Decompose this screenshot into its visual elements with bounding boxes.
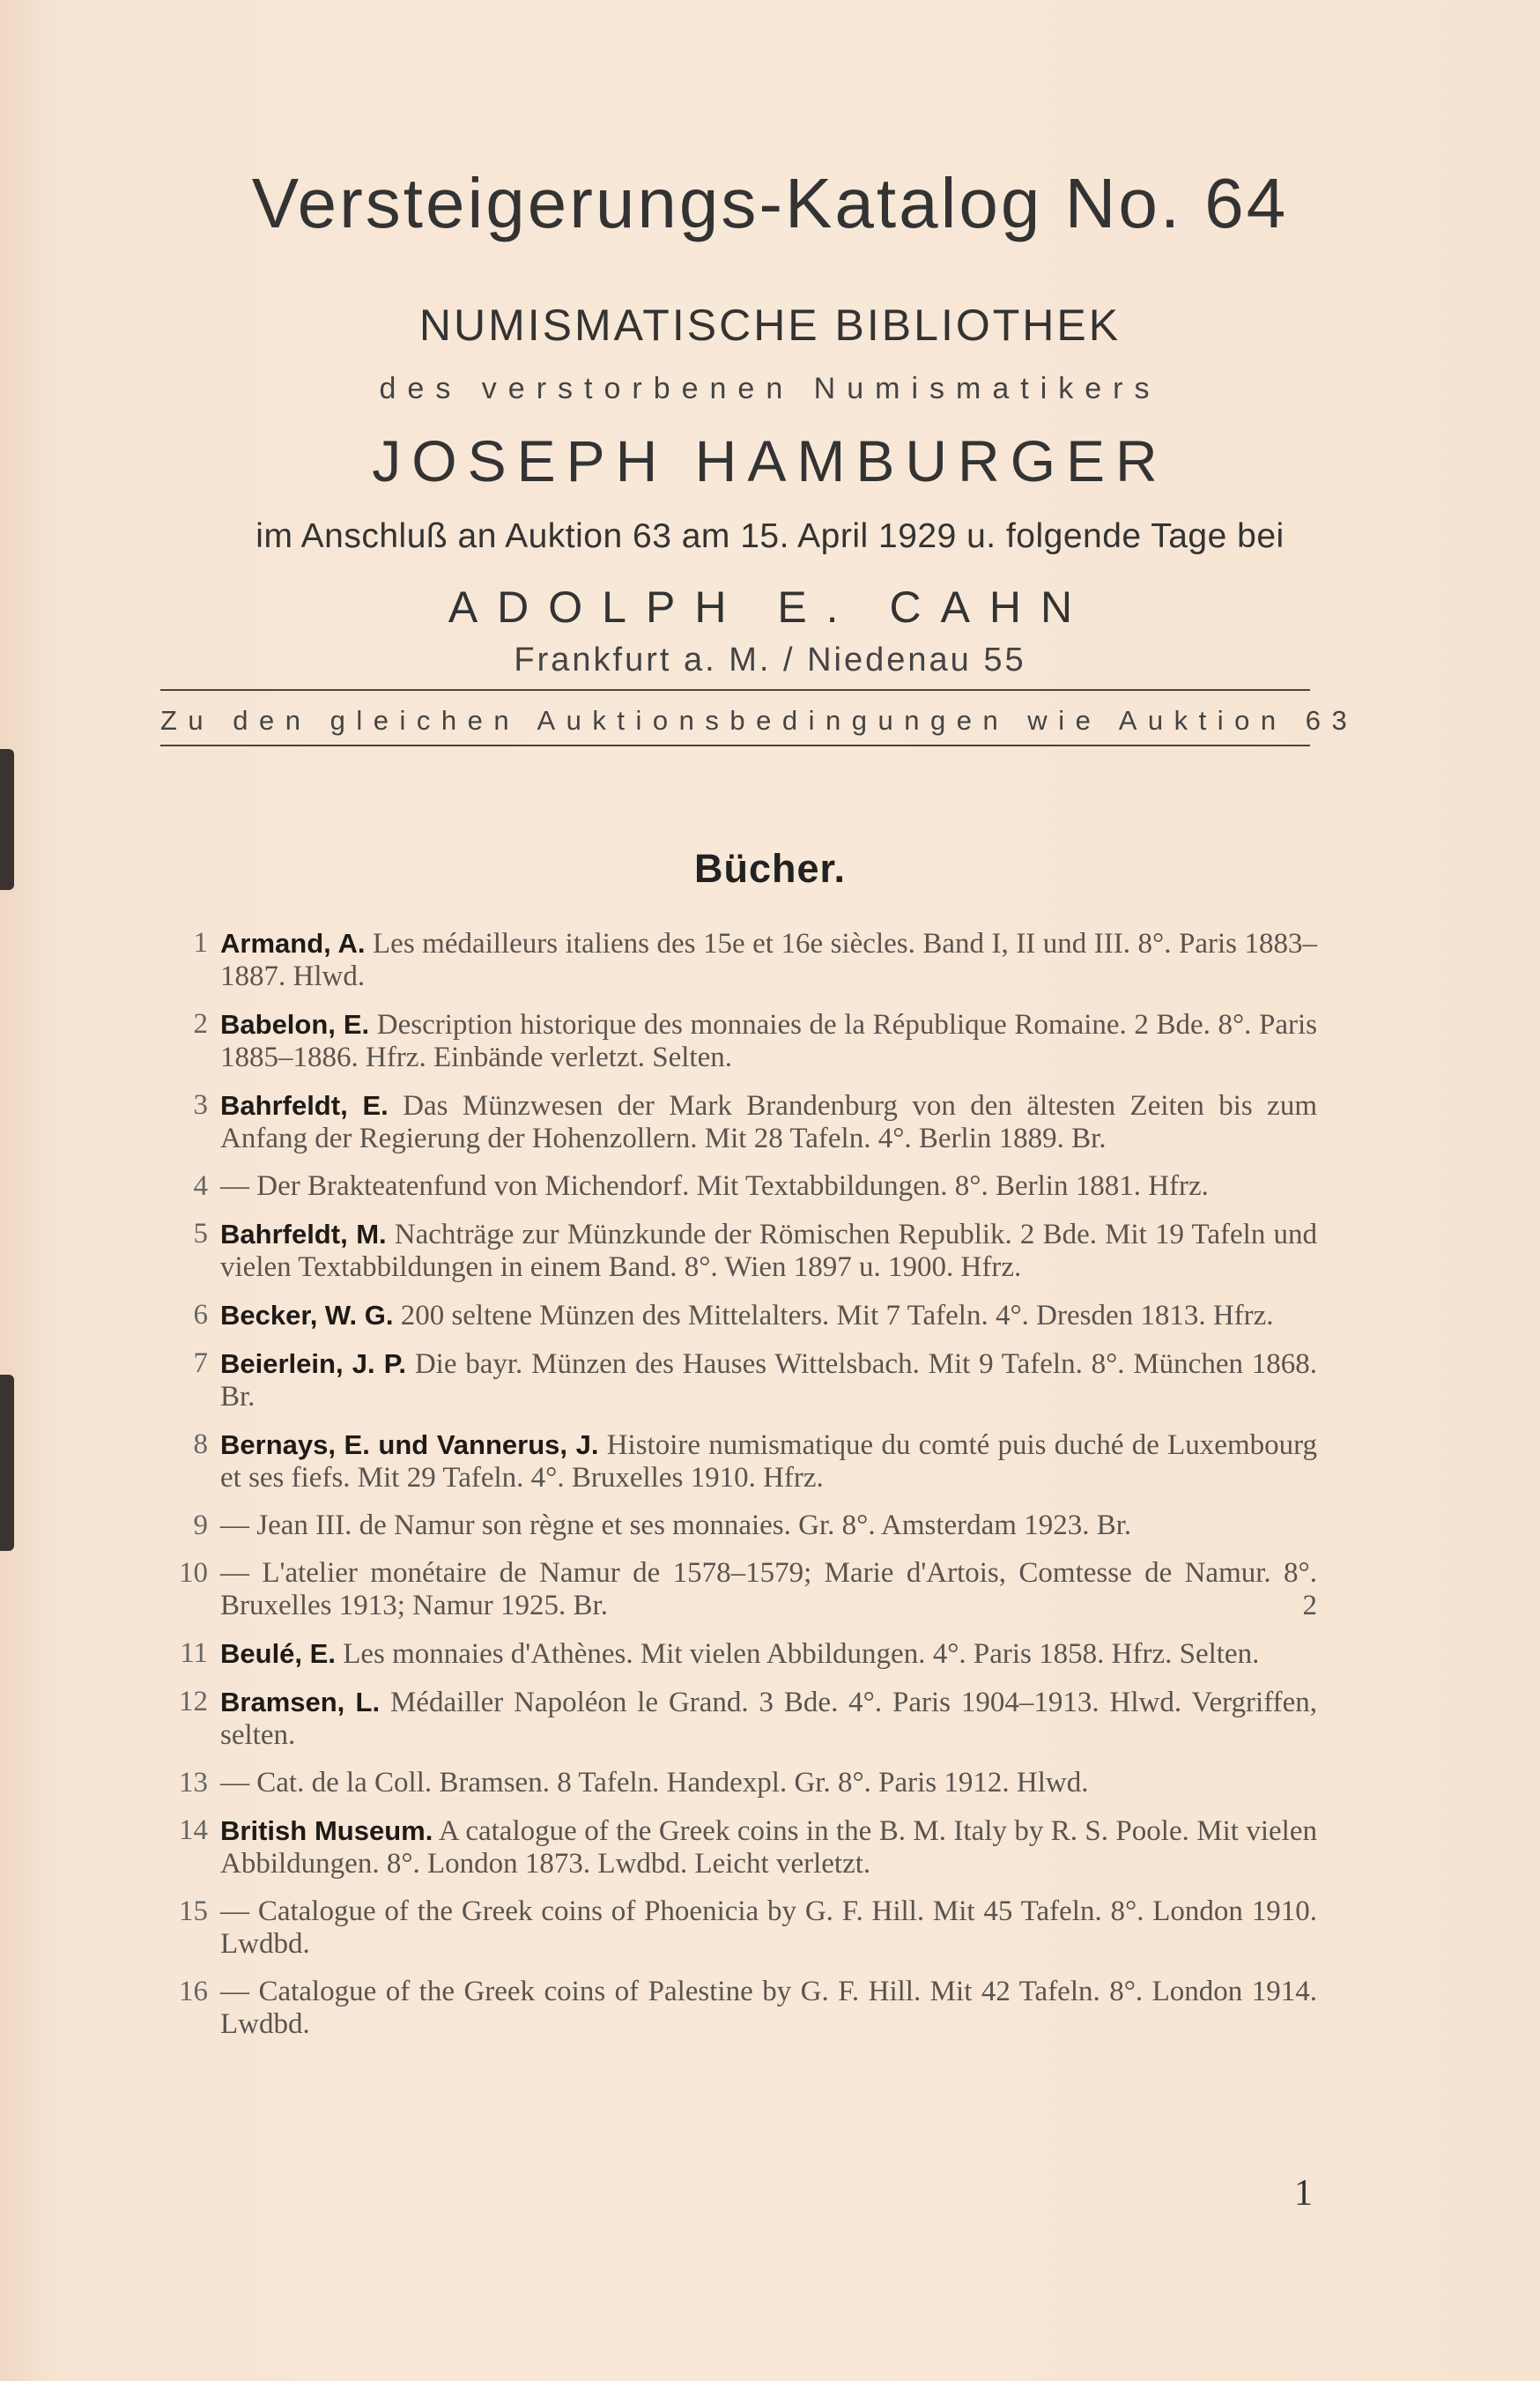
entry-number: 10	[179, 1557, 208, 1589]
entry-description: Médailler Napoléon le Grand. 3 Bde. 4°. Paris 1904–1913. Hlwd. Vergriffen, selten.	[220, 1687, 1317, 1751]
auctioneer-address: Frankfurt a. M. / Niedenau 55	[514, 642, 1026, 679]
entry-number: 11	[180, 1637, 208, 1669]
entry-description: Les médailleurs italiens des 15e et 16e siècles. Band I, II und III. 8°. Paris 1883–1887. Hlwd.	[220, 928, 1318, 992]
catalog-title: Versteigerungs-Katalog No. 64	[251, 164, 1289, 242]
entry-description: Les monnaies d'Athènes. Mit vielen Abbildungen. 4°. Paris 1858. Hfrz. Selten.	[343, 1638, 1260, 1670]
entry-count: 2	[1302, 1590, 1317, 1621]
rule-top	[160, 689, 1310, 691]
entry-number: 9	[193, 1509, 208, 1541]
deceased-line: des verstorbenen Numismatikers	[379, 372, 1161, 405]
entry-author: Armand, A.	[220, 928, 366, 959]
entry-description: Description historique des monnaies de la République Romaine. 2 Bde. 8°. Paris 1885–1886. Hfrz. Einbände verletzt. Selten.	[220, 1009, 1318, 1073]
catalog-entry	[176, 1686, 1317, 1752]
entry-description: A catalogue of the Greek coins in the B. M. Italy by R. S. Poole. Mit vielen Abbildungen. 8°. London 1873. Lwdbd. Leicht verletzt.	[220, 1815, 1317, 1880]
auctioneer-name: ADOLPH E. CAHN	[448, 582, 1092, 632]
catalog-entry	[176, 927, 1317, 993]
entry-description: — Jean III. de Namur son règne et ses monnaies. Gr. 8°. Amsterdam 1923. Br.	[220, 1509, 1132, 1541]
catalog-entry	[176, 1008, 1317, 1074]
catalog-entries	[176, 927, 1317, 2056]
catalog-entry	[176, 1557, 1317, 1622]
entry-description: — Cat. de la Coll. Bramsen. 8 Tafeln. Handexpl. Gr. 8°. Paris 1912. Hlwd.	[220, 1767, 1089, 1799]
entry-author: Bramsen, L.	[220, 1687, 381, 1717]
entry-number: 16	[179, 1976, 208, 2007]
auction-conditions: Zu den gleichen Auktionsbedingungen wie Auktion 63	[160, 705, 1359, 736]
entry-number: 15	[179, 1895, 208, 1927]
entry-description: Das Münzwesen der Mark Brandenburg von den ältesten Zeiten bis zum Anfang der Regierung der Hohenzollern. Mit 28 Tafeln. 4°. Berlin 1889. Br.	[220, 1090, 1317, 1154]
catalog-entry	[176, 1089, 1317, 1155]
page-number: 1	[1294, 2173, 1313, 2214]
entry-number: 12	[179, 1686, 208, 1717]
catalog-entry	[176, 1767, 1317, 1799]
catalog-entry	[176, 1814, 1317, 1880]
catalog-entry	[176, 1218, 1317, 1284]
entry-number: 8	[193, 1428, 208, 1460]
entry-author: Babelon, E.	[220, 1009, 370, 1040]
library-subtitle: NUMISMATISCHE BIBLIOTHEK	[418, 300, 1122, 350]
entry-author: Beulé, E.	[220, 1638, 336, 1669]
entry-description: — L'atelier monétaire de Namur de 1578–1579; Marie d'Artois, Comtesse de Namur. 8°. Bruxelles 1913; Namur 1925. Br.	[220, 1557, 1317, 1621]
entry-description: 200 seltene Münzen des Mittelalters. Mit 7 Tafeln. 4°. Dresden 1813. Hfrz.	[400, 1300, 1274, 1331]
entry-number: 4	[193, 1170, 208, 1202]
rule-bottom	[160, 745, 1310, 746]
collector-name: JOSEPH HAMBURGER	[372, 428, 1168, 493]
entry-number: 14	[179, 1814, 208, 1846]
entry-description: Histoire numismatique du comté puis duché de Luxembourg et ses fiefs. Mit 29 Tafeln. 4°. Bruxelles 1910. Hfrz.	[220, 1429, 1318, 1494]
catalog-entry	[176, 1428, 1317, 1495]
catalog-entry	[176, 1170, 1317, 1203]
catalog-entry	[176, 1895, 1317, 1961]
entry-author: Beierlein, J. P.	[220, 1348, 407, 1379]
entry-description: — Der Brakteatenfund von Michendorf. Mit Textabbildungen. 8°. Berlin 1881. Hfrz.	[220, 1170, 1209, 1202]
entry-description: — Catalogue of the Greek coins of Phoenicia by G. F. Hill. Mit 45 Tafeln. 8°. London 1910. Lwdbd.	[220, 1895, 1317, 1960]
entry-author: British Museum.	[220, 1815, 433, 1846]
entry-number: 7	[193, 1347, 208, 1379]
catalog-entry	[176, 1299, 1317, 1332]
page-edge-mark	[0, 1375, 14, 1551]
entry-number: 13	[179, 1767, 208, 1799]
entry-author: Bahrfeldt, E.	[220, 1090, 389, 1121]
entry-number: 2	[193, 1008, 208, 1040]
entry-number: 5	[193, 1218, 208, 1250]
catalog-entry	[176, 1509, 1317, 1542]
catalog-entry	[176, 1637, 1317, 1671]
entry-description: — Catalogue of the Greek coins of Palestine by G. F. Hill. Mit 42 Tafeln. 8°. London 1914. Lwdbd.	[220, 1976, 1317, 2040]
entry-number: 6	[193, 1299, 208, 1331]
catalog-entry	[176, 1347, 1317, 1413]
entry-author: Bernays, E. und Vannerus, J.	[220, 1429, 599, 1460]
entry-author: Becker, W. G.	[220, 1300, 394, 1331]
entry-author: Bahrfeldt, M.	[220, 1219, 387, 1250]
section-heading: Bücher.	[693, 846, 847, 891]
entry-description: Nachträge zur Münzkunde der Römischen Republik. 2 Bde. Mit 19 Tafeln und vielen Textabbildungen in einem Band. 8°. Wien 1897 u. 1900. Hfrz.	[220, 1219, 1317, 1283]
auction-line: im Anschluß an Auktion 63 am 15. April 1929 u. folgende Tage bei	[255, 517, 1285, 555]
entry-number: 3	[193, 1089, 208, 1121]
entry-number: 1	[193, 927, 208, 959]
entry-description: Die bayr. Münzen des Hauses Wittelsbach. Mit 9 Tafeln. 8°. München 1868. Br.	[220, 1348, 1318, 1413]
catalog-entry	[176, 1976, 1317, 2041]
